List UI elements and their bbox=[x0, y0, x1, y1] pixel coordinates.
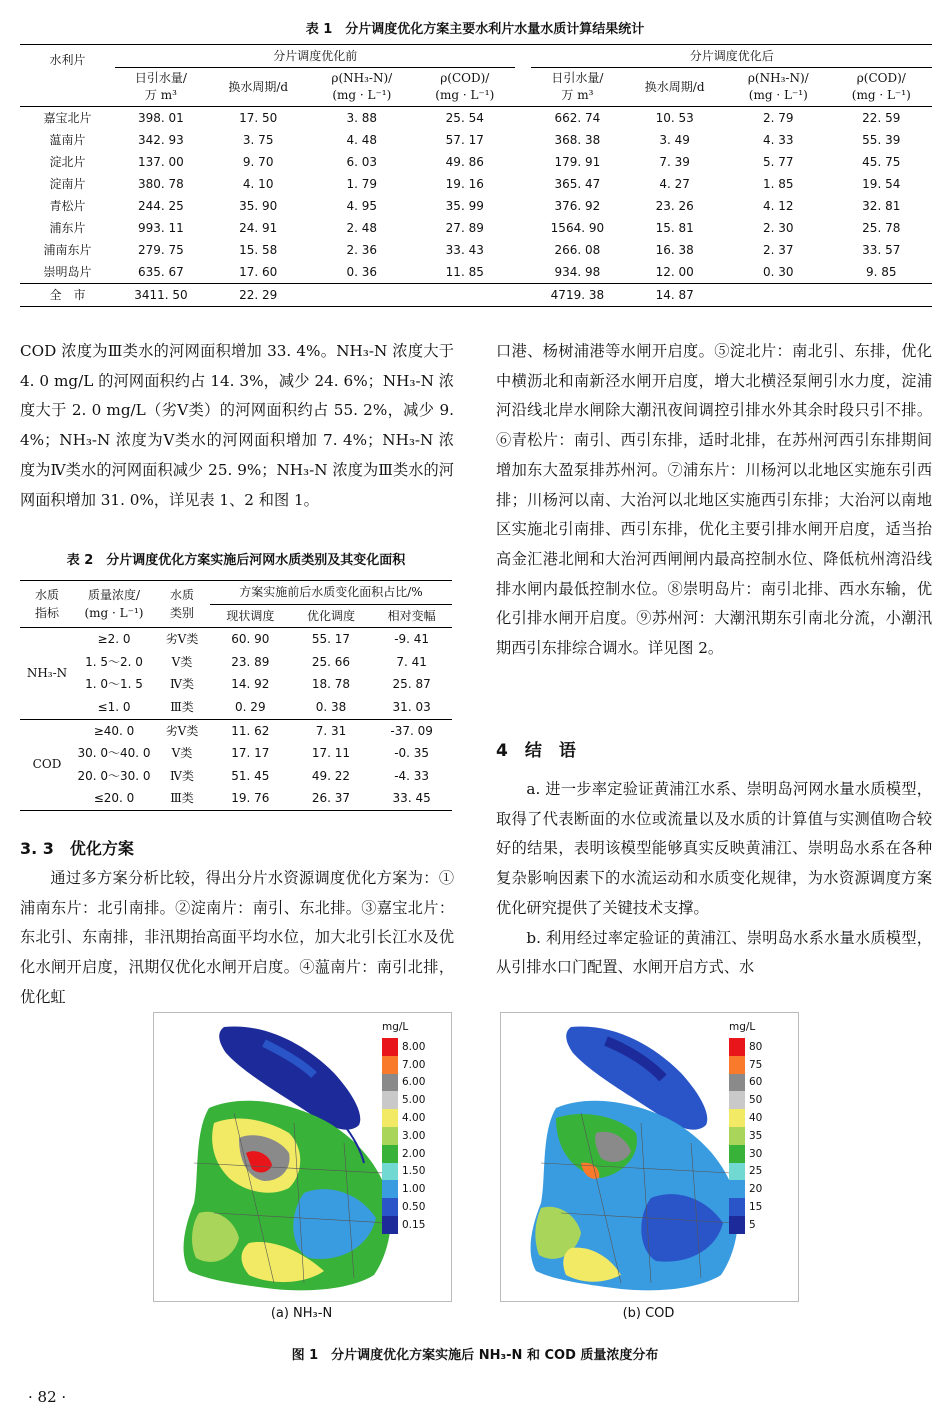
table2-cell: 11. 62 bbox=[231, 723, 270, 738]
table1-cell: 1. 85 bbox=[763, 177, 794, 191]
legend-value: 4.00 bbox=[402, 1112, 426, 1125]
table1-cell: 2. 48 bbox=[346, 221, 378, 235]
table2-cell: 25. 66 bbox=[311, 654, 351, 669]
table1-cell: 15. 81 bbox=[655, 221, 694, 235]
table1-cell: 179. 91 bbox=[554, 155, 601, 169]
table1-cell: 25. 78 bbox=[862, 221, 901, 235]
color-swatch bbox=[382, 1163, 398, 1181]
table2-cell: Ⅳ类 bbox=[170, 677, 194, 692]
body-text-left-2 bbox=[20, 864, 454, 1013]
table2-cell: 0. 38 bbox=[315, 699, 347, 714]
color-swatch bbox=[382, 1180, 398, 1198]
color-swatch bbox=[729, 1180, 745, 1198]
legend-value: 5.00 bbox=[402, 1094, 426, 1107]
table1-cell: 2. 30 bbox=[763, 221, 794, 235]
table1-cell: 4. 48 bbox=[346, 133, 378, 147]
table1-cell: 23. 26 bbox=[655, 199, 694, 213]
table1-cell: 3. 75 bbox=[242, 133, 274, 147]
table1-row bbox=[20, 261, 932, 284]
table1-cell: 266. 08 bbox=[554, 243, 601, 257]
table1-cell-region: 浦南东片 bbox=[43, 243, 92, 257]
a-legend-item bbox=[382, 1056, 425, 1074]
table1-cell: 11. 85 bbox=[445, 265, 484, 279]
table2-row bbox=[20, 651, 452, 674]
table1-row bbox=[20, 129, 932, 151]
table1-h-nh3: ρ(NH₃-N)/ bbox=[331, 71, 393, 85]
table2-cell: -4. 33 bbox=[394, 768, 430, 783]
table2-cell: 25. 87 bbox=[392, 677, 431, 692]
a-legend-item bbox=[382, 1145, 425, 1163]
color-swatch bbox=[729, 1074, 745, 1092]
table1-cell: 17. 50 bbox=[239, 111, 278, 125]
b-legend-item bbox=[729, 1109, 762, 1127]
section-heading-4: 4 结 语 bbox=[496, 741, 576, 761]
legend-value: 1.00 bbox=[402, 1183, 426, 1196]
table2-caption: 表 2 分片调度优化方案实施后河网水质类别及其变化面积 bbox=[66, 553, 406, 568]
b-legend-item bbox=[729, 1163, 762, 1181]
table1-h-intake-unit: 万 m³ bbox=[561, 88, 594, 102]
table2-h-group: 方案实施前后水质变化面积占比/% bbox=[210, 581, 452, 605]
table1-cell: 6. 03 bbox=[346, 155, 378, 169]
a-legend-item bbox=[382, 1180, 425, 1198]
table1-cell: 17. 60 bbox=[239, 265, 278, 279]
table1-cell-region: 青松片 bbox=[49, 199, 86, 213]
table2-cell: -9. 41 bbox=[394, 632, 430, 647]
table1-cell: 27. 89 bbox=[445, 221, 484, 235]
table2-cell: 0. 29 bbox=[235, 699, 266, 714]
color-swatch bbox=[382, 1198, 398, 1216]
table2-h-class-2: 类别 bbox=[169, 606, 194, 621]
table1-cell-region: 蕰南片 bbox=[49, 133, 86, 147]
section-heading-3-3: 3. 3 优化方案 bbox=[20, 839, 134, 858]
table1-cell: 35. 90 bbox=[239, 199, 278, 213]
color-swatch bbox=[729, 1056, 745, 1074]
legend-value: 75 bbox=[749, 1058, 763, 1071]
table1-cell: 4. 33 bbox=[763, 133, 794, 147]
legend-value: 35 bbox=[749, 1129, 763, 1142]
table1-cell: 32. 81 bbox=[862, 199, 901, 213]
table2-cell: 30. 0～40. 0 bbox=[77, 746, 151, 761]
table1-h-intake: 日引水量/ bbox=[551, 71, 604, 85]
table2-cell: 23. 89 bbox=[231, 654, 270, 669]
table1-row bbox=[20, 239, 932, 261]
figure1-caption: 图 1 分片调度优化方案实施后 NH₃-N 和 COD 质量浓度分布 bbox=[291, 1348, 659, 1363]
table2-index-nh3: NH₃-N bbox=[26, 666, 68, 681]
page-number: · 82 · bbox=[28, 1388, 67, 1406]
color-swatch bbox=[382, 1127, 398, 1145]
table2-cell: ≤20. 0 bbox=[93, 791, 135, 806]
legend-value: 2.00 bbox=[402, 1147, 426, 1160]
table1-h-cod: ρ(COD)/ bbox=[440, 71, 490, 85]
a-legend-item bbox=[382, 1163, 425, 1181]
legend-a-unit: mg/L bbox=[382, 1021, 409, 1033]
table2-cell: 31. 03 bbox=[392, 699, 431, 714]
a-legend-item bbox=[382, 1091, 425, 1109]
table2 bbox=[20, 580, 452, 811]
table1-cell: 9. 70 bbox=[242, 155, 274, 169]
table1-cell: 137. 00 bbox=[138, 155, 184, 169]
table1-cell: 49. 86 bbox=[445, 155, 484, 169]
table2-cell: 49. 22 bbox=[311, 768, 351, 783]
table1-row bbox=[20, 195, 932, 217]
table1-h-cod: ρ(COD)/ bbox=[856, 71, 906, 85]
table2-h-conc-unit: (mg · L⁻¹) bbox=[84, 606, 144, 621]
table1-cell: 3. 88 bbox=[346, 111, 378, 125]
table1-cell-region: 淀南片 bbox=[49, 177, 86, 191]
legend-value: 60 bbox=[749, 1076, 763, 1089]
table2-index-cod: COD bbox=[32, 757, 62, 772]
table1-group-before: 分片调度优化前 bbox=[115, 45, 515, 68]
b-legend-item bbox=[729, 1180, 762, 1198]
color-swatch bbox=[382, 1074, 398, 1092]
table1-cell: 4. 27 bbox=[659, 177, 690, 191]
color-swatch bbox=[729, 1163, 745, 1181]
color-swatch bbox=[729, 1198, 745, 1216]
body-text-left-1 bbox=[20, 337, 454, 515]
table2-cell: 1. 0～1. 5 bbox=[85, 677, 143, 692]
table1-cell: 25. 54 bbox=[445, 111, 484, 125]
table1-cell: 0. 30 bbox=[763, 265, 794, 279]
table2-h-rel: 相对变幅 bbox=[387, 608, 436, 623]
table2-cell: ≥2. 0 bbox=[97, 632, 131, 647]
table1-cell: 22. 29 bbox=[239, 288, 278, 302]
table1-row bbox=[20, 107, 932, 130]
table1-col-region: 水利片 bbox=[20, 45, 115, 107]
table1-cell: 19. 54 bbox=[862, 177, 901, 191]
table2-cell: 20. 0～30. 0 bbox=[77, 768, 151, 783]
table1-cell: 368. 38 bbox=[554, 133, 601, 147]
table2-cell: 33. 45 bbox=[392, 791, 431, 806]
table1-caption: 表 1 分片调度优化方案主要水利片水量水质计算结果统计 bbox=[305, 22, 645, 37]
table2-cell: 劣Ⅴ类 bbox=[165, 723, 199, 738]
table1-h-intake: 日引水量/ bbox=[134, 71, 187, 85]
paragraph: 口港、杨树浦港等水闸开启度。⑤淀北片：南北引、东排，优化中横沥北和南新泾水闸开启度，增大北横泾泵闸引水力度，淀浦河沿线北岸水闸除大潮汛夜间调控引排水外其余时段只引不排。⑥青松片：南引、西引东排，适时北排，在苏州河西引东排期间增加东大盈泵排苏州河。⑦浦东片：川杨河以北地区实施东引西排；川杨河以南、大治河以北地区实施西引东排；大治河以南地区实施北引南排、西引东排，优化主要引排水闸开启度，适当抬高金汇港北闸和大治河西闸闸内最高控制水位、降低杭州湾沿线排水闸内最低控制水位。⑧崇明岛片：南引北排、西水东输，优化引排水闸开启度。⑨苏州河：大潮汛期东引南北分流，小潮汛期西引东排综合调水。详见图 2。 bbox=[496, 342, 932, 658]
table1-cell: 380. 78 bbox=[138, 177, 184, 191]
legend-value: 1.50 bbox=[402, 1165, 426, 1178]
table1-cell: 45. 75 bbox=[862, 155, 901, 169]
table2-cell: -37. 09 bbox=[390, 723, 433, 738]
table2-h-class: 水质 bbox=[169, 588, 194, 603]
table2-cell: Ⅴ类 bbox=[171, 654, 193, 669]
color-swatch bbox=[382, 1109, 398, 1127]
color-swatch bbox=[729, 1091, 745, 1109]
figure-a-label: (a) NH₃-N bbox=[270, 1306, 333, 1321]
conclusion-a: a. 进一步率定验证黄浦江水系、崇明岛河网水量水质模型，取得了代表断面的水位或流量以及水质的计算值与实测值吻合较好的结果，表明该模型能够真实反映黄浦江、崇明岛水系在各种复杂影响因素下的水流运动和水质变化规律，为水资源调度方案优化研究提供了关键技术支撑。 bbox=[496, 780, 932, 917]
body-text-right-1 bbox=[496, 337, 932, 664]
table2-cell: ≥40. 0 bbox=[93, 723, 135, 738]
paragraph: 通过多方案分析比较，得出分片水资源调度优化方案为：①浦南东片：北引南排。②淀南片：南引、东北排。③嘉宝北片：东北引、东南排，非汛期抬高面平均水位，加大北引长江水及优化水闸开启度，汛期仅优化水闸开启度。④蕰南片：南引北排，优化虹 bbox=[20, 869, 454, 1006]
table1-cell: 2. 79 bbox=[763, 111, 794, 125]
table2-cell: 55. 17 bbox=[311, 632, 351, 647]
table2-h-index-2: 指标 bbox=[34, 606, 59, 621]
b-legend-item bbox=[729, 1038, 762, 1056]
table2-h-index: 水质 bbox=[34, 588, 59, 603]
body-text-right-2 bbox=[496, 775, 932, 983]
table1-total-row bbox=[20, 284, 932, 307]
color-swatch bbox=[382, 1056, 398, 1074]
legend-value: 40 bbox=[749, 1112, 763, 1125]
table1-cell: 0. 36 bbox=[346, 265, 378, 279]
table2-row bbox=[20, 742, 452, 765]
table1-row bbox=[20, 217, 932, 239]
b-legend-item bbox=[729, 1091, 762, 1109]
table1-cell: 1. 79 bbox=[346, 177, 378, 191]
a-legend-item bbox=[382, 1198, 425, 1216]
legend-value: 80 bbox=[749, 1040, 763, 1053]
figure-a-panel bbox=[153, 1012, 452, 1302]
table1-cell: 19. 16 bbox=[445, 177, 484, 191]
a-legend-item bbox=[382, 1216, 425, 1234]
b-legend-item bbox=[729, 1074, 762, 1092]
legend-value: 7.00 bbox=[402, 1058, 426, 1071]
table2-row bbox=[20, 719, 452, 742]
legend-a bbox=[382, 1021, 425, 1234]
legend-value: 25 bbox=[749, 1165, 763, 1178]
table1-cell: 398. 01 bbox=[138, 111, 184, 125]
color-swatch bbox=[729, 1127, 745, 1145]
table1-cell: 35. 99 bbox=[445, 199, 484, 213]
table1-cell-region: 崇明岛片 bbox=[43, 265, 92, 279]
table1-row bbox=[20, 173, 932, 195]
table1-cell: 10. 53 bbox=[655, 111, 694, 125]
table1-cell: 55. 39 bbox=[862, 133, 901, 147]
table1-cell: 5. 77 bbox=[763, 155, 794, 169]
table2-row bbox=[20, 628, 452, 651]
table2-cell: 26. 37 bbox=[311, 791, 351, 806]
a-legend-item bbox=[382, 1074, 425, 1092]
table1-cell: 365. 47 bbox=[554, 177, 601, 191]
table1-cell: 342. 93 bbox=[138, 133, 184, 147]
legend-value: 30 bbox=[749, 1147, 763, 1160]
table1-cell: 4719. 38 bbox=[550, 288, 605, 302]
legend-value: 3.00 bbox=[402, 1129, 426, 1142]
table2-row bbox=[20, 673, 452, 696]
table1-cell: 3. 49 bbox=[659, 133, 690, 147]
table2-row bbox=[20, 696, 452, 719]
table2-cell: 7. 31 bbox=[315, 723, 347, 738]
b-legend-item bbox=[729, 1216, 762, 1234]
table1-cell: 9. 85 bbox=[865, 265, 897, 279]
table1-cell: 993. 11 bbox=[138, 221, 184, 235]
table1-group-after: 分片调度优化后 bbox=[531, 45, 932, 68]
table2-cell: Ⅳ类 bbox=[170, 768, 194, 783]
table2-cell: 7. 41 bbox=[396, 654, 427, 669]
table2-cell: Ⅲ类 bbox=[170, 791, 194, 806]
table1-cell: 4. 12 bbox=[763, 199, 794, 213]
conclusion-b: b. 利用经过率定验证的黄浦江、崇明岛水系水量水质模型，从引排水口门配置、水闸开启方式、水 bbox=[496, 928, 932, 977]
table1-h-cycle: 换水周期/d bbox=[228, 80, 289, 94]
table1-cell: 2. 36 bbox=[346, 243, 378, 257]
table1-cell: 3411. 50 bbox=[134, 288, 188, 302]
legend-value: 0.50 bbox=[402, 1201, 426, 1214]
b-legend-item bbox=[729, 1127, 762, 1145]
color-swatch bbox=[729, 1216, 745, 1234]
table1-h-cod-unit: (mg · L⁻¹) bbox=[851, 88, 911, 102]
color-swatch bbox=[382, 1145, 398, 1163]
table1-cell: 662. 74 bbox=[554, 111, 601, 125]
table1-cell: 24. 91 bbox=[239, 221, 278, 235]
color-swatch bbox=[729, 1038, 745, 1056]
color-swatch bbox=[382, 1091, 398, 1109]
table1-cell: 7. 39 bbox=[659, 155, 690, 169]
table2-cell: 17. 11 bbox=[311, 746, 351, 761]
table1-cell: 14. 87 bbox=[655, 288, 694, 302]
a-legend-item bbox=[382, 1109, 425, 1127]
color-swatch bbox=[382, 1216, 398, 1234]
table1-h-cod-unit: (mg · L⁻¹) bbox=[435, 88, 495, 102]
table1-cell: 376. 92 bbox=[554, 199, 601, 213]
paragraph: COD 浓度为Ⅲ类水的河网面积增加 33. 4%。NH₃-N 浓度大于 4. 0 mg/L 的河网面积约占 14. 3%，减少 24. 6%；NH₃-N 浓度大于 2. 0 mg/L（劣Ⅴ类）的河网面积约占 55. 2%，减少 9. 4%；NH₃-N 浓度为Ⅴ类水的河网面积增加 7. 4%；NH₃-N 浓度为Ⅳ类水的河网面积减少 25. 9%；NH₃-N 浓度为Ⅲ类水的河网面积增加 31. 0%，详见表 1、2 和图 1。 bbox=[20, 342, 454, 509]
b-legend-item bbox=[729, 1198, 762, 1216]
table1-cell: 4. 10 bbox=[242, 177, 274, 191]
table1-cell: 244. 25 bbox=[138, 199, 184, 213]
table1-cell: 16. 38 bbox=[655, 243, 694, 257]
table2-h-opt: 优化调度 bbox=[306, 608, 355, 623]
table2-row bbox=[20, 765, 452, 788]
table1-cell: 2. 37 bbox=[763, 243, 794, 257]
legend-value: 50 bbox=[749, 1094, 763, 1107]
table2-cell: 60. 90 bbox=[231, 632, 270, 647]
table1-h-nh3-unit: (mg · L⁻¹) bbox=[332, 88, 392, 102]
table1-cell-region: 淀北片 bbox=[49, 155, 86, 169]
table2-cell: 1. 5～2. 0 bbox=[85, 654, 143, 669]
legend-value: 8.00 bbox=[402, 1040, 426, 1053]
legend-value: 20 bbox=[749, 1183, 763, 1196]
table2-cell: Ⅴ类 bbox=[171, 746, 193, 761]
figure-b-panel bbox=[500, 1012, 799, 1302]
table2-row bbox=[20, 787, 452, 810]
table1-cell: 15. 58 bbox=[239, 243, 278, 257]
legend-value: 6.00 bbox=[402, 1076, 426, 1089]
legend-b bbox=[729, 1021, 762, 1234]
a-legend-item bbox=[382, 1127, 425, 1145]
color-swatch bbox=[729, 1109, 745, 1127]
table1-cell-region: 嘉宝北片 bbox=[43, 111, 92, 125]
color-swatch bbox=[382, 1038, 398, 1056]
table1-cell: 934. 98 bbox=[554, 265, 601, 279]
table1-h-nh3-unit: (mg · L⁻¹) bbox=[748, 88, 808, 102]
table2-cell: Ⅲ类 bbox=[170, 699, 194, 714]
figure-b-label: (b) COD bbox=[622, 1306, 675, 1321]
table2-cell: 18. 78 bbox=[311, 677, 351, 692]
table1-cell: 33. 43 bbox=[445, 243, 484, 257]
table2-cell: 14. 92 bbox=[231, 677, 270, 692]
table1-h-nh3: ρ(NH₃-N)/ bbox=[747, 71, 809, 85]
b-legend-item bbox=[729, 1056, 762, 1074]
b-legend-item bbox=[729, 1145, 762, 1163]
color-swatch bbox=[729, 1145, 745, 1163]
table2-cell: 19. 76 bbox=[231, 791, 270, 806]
table1-cell: 635. 67 bbox=[138, 265, 184, 279]
table1-cell: 57. 17 bbox=[445, 133, 484, 147]
table2-h-now: 现状调度 bbox=[226, 608, 275, 623]
legend-value: 5 bbox=[749, 1218, 756, 1231]
table1-cell: 33. 57 bbox=[862, 243, 901, 257]
table1 bbox=[20, 44, 932, 307]
table1-cell-region: 浦东片 bbox=[49, 221, 86, 235]
table2-cell: 17. 17 bbox=[231, 746, 270, 761]
table1-cell-region: 全 市 bbox=[49, 288, 86, 302]
table1-cell: 4. 95 bbox=[346, 199, 378, 213]
table1-cell: 1564. 90 bbox=[550, 221, 605, 235]
table1-cell: 12. 00 bbox=[655, 265, 694, 279]
table1-cell: 22. 59 bbox=[862, 111, 901, 125]
legend-b-unit: mg/L bbox=[729, 1021, 756, 1033]
table2-h-conc: 质量浓度/ bbox=[87, 588, 141, 603]
table2-cell: 51. 45 bbox=[231, 768, 270, 783]
table1-h-cycle: 换水周期/d bbox=[644, 80, 705, 94]
legend-value: 0.15 bbox=[402, 1218, 426, 1231]
table2-cell: 劣Ⅴ类 bbox=[165, 632, 199, 647]
table1-h-intake-unit: 万 m³ bbox=[144, 88, 177, 102]
legend-value: 15 bbox=[749, 1201, 763, 1214]
table2-cell: -0. 35 bbox=[394, 746, 430, 761]
table1-cell: 279. 75 bbox=[138, 243, 184, 257]
table2-cell: ≤1. 0 bbox=[97, 699, 131, 714]
table1-row bbox=[20, 151, 932, 173]
a-legend-item bbox=[382, 1038, 425, 1056]
